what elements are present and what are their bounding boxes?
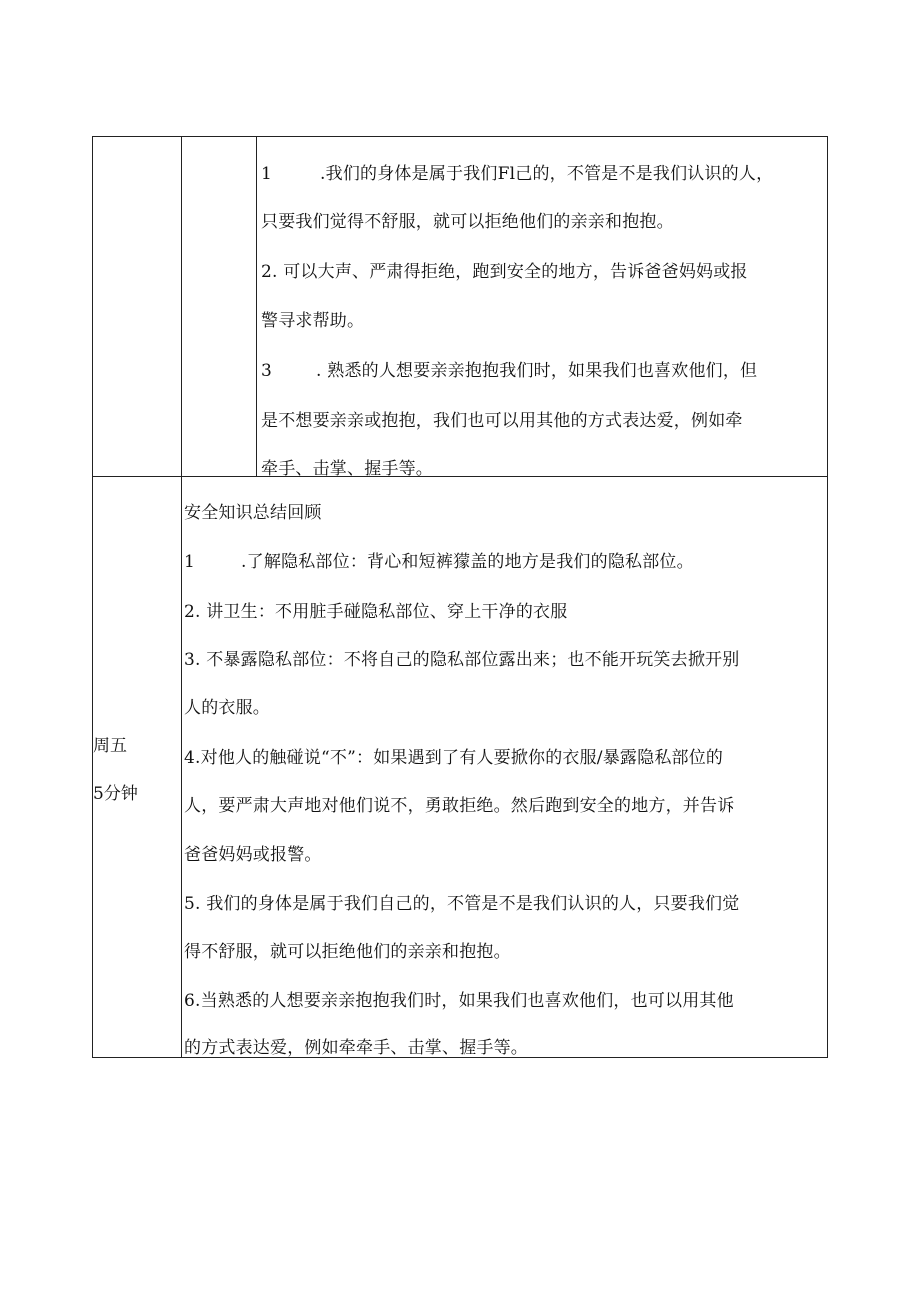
row2-line-2-text: 2. 讲卫生：不用脏手碰隐私部位、穿上干净的衣服	[184, 602, 568, 622]
row1-line-7-text: 牵手、击掌、握手等。	[261, 459, 433, 479]
row1-line-1-number: 1	[261, 164, 273, 184]
row1-line-2	[261, 207, 674, 232]
row1-line-5-number: 3	[261, 361, 273, 381]
row2-line-11-text: 的方式表达爱，例如牵牵手、击掌、握手等。	[184, 1038, 528, 1058]
row1-line-5-text: . 熟悉的人想要亲亲抱抱我们时，如果我们也喜欢他们，但	[316, 361, 758, 381]
row2-line-2	[184, 597, 567, 622]
row1-line-2-text: 只要我们觉得不舒服，就可以拒绝他们的亲亲和抱抱。	[261, 212, 674, 232]
row2-line-9	[184, 937, 511, 962]
day-label: 周五	[93, 736, 127, 756]
lesson-table	[92, 136, 828, 1058]
row1-line-3-text: 2. 可以大声、严肃得拒绝，跑到安全的地方，告诉爸爸妈妈或报	[261, 262, 748, 282]
row2-line-6	[184, 791, 734, 816]
row1-line-4	[261, 306, 364, 331]
row2-line-7-text: 爸爸妈妈或报警。	[184, 845, 322, 865]
row2-line-9-text: 得不舒服，就可以拒绝他们的亲亲和抱抱。	[184, 942, 511, 962]
row2-heading	[184, 498, 322, 523]
row2-line-1-number: 1	[184, 552, 196, 572]
row2-line-10-text: 6.当熟悉的人想要亲亲抱抱我们时，如果我们也喜欢他们，也可以用其他	[184, 991, 734, 1011]
row2-day-cell	[92, 476, 182, 1058]
row2-line-1-text: .了解隐私部位：背心和短裤獴盖的地方是我们的隐私部位。	[241, 552, 694, 572]
row2-line-3	[184, 645, 739, 670]
row1-blank-cell	[181, 136, 257, 477]
row1-line-5	[261, 356, 757, 381]
row2-line-5-text: 4.对他人的触碰说“不”：如果遇到了有人要掀你的衣服/暴露隐私部位的	[184, 748, 724, 768]
row2-line-4	[184, 693, 270, 718]
row2-line-11	[184, 1033, 528, 1058]
row2-content-cell	[181, 476, 828, 1058]
row2-line-8-text: 5. 我们的身体是属于我们自己的，不管是不是我们认识的人，只要我们觉	[184, 894, 740, 914]
row1-line-4-text: 警寻求帮助。	[261, 311, 365, 331]
row1-line-6	[261, 406, 743, 431]
row2-line-7	[184, 840, 322, 865]
duration-label: 5分钟	[93, 784, 138, 804]
row2-line-10	[184, 986, 734, 1011]
row1-content-cell	[256, 136, 828, 477]
row2-heading-text: 安全知识总结回顾	[184, 503, 322, 523]
row2-line-8	[184, 889, 739, 914]
row2-line-6-text: 人，要严肃大声地对他们说不，勇敢拒绝。然后跑到安全的地方，并告诉	[184, 796, 735, 816]
row2-line-5	[184, 743, 723, 768]
row2-line-4-text: 人的衣服。	[184, 698, 270, 718]
row1-line-1-text: .我们的身体是属于我们Fl己的，不管是不是我们认识的人，	[320, 164, 774, 184]
row1-line-1	[261, 159, 773, 184]
row2-line-1	[184, 547, 694, 572]
row1-line-6-text: 是不想要亲亲或抱抱，我们也可以用其他的方式表达爱，例如牵	[261, 411, 743, 431]
row1-line-3	[261, 257, 748, 282]
row2-line-3-text: 3. 不暴露隐私部位：不将自己的隐私部位露出来；也不能开玩笑去掀开别	[184, 650, 740, 670]
row1-day-cell	[92, 136, 182, 477]
